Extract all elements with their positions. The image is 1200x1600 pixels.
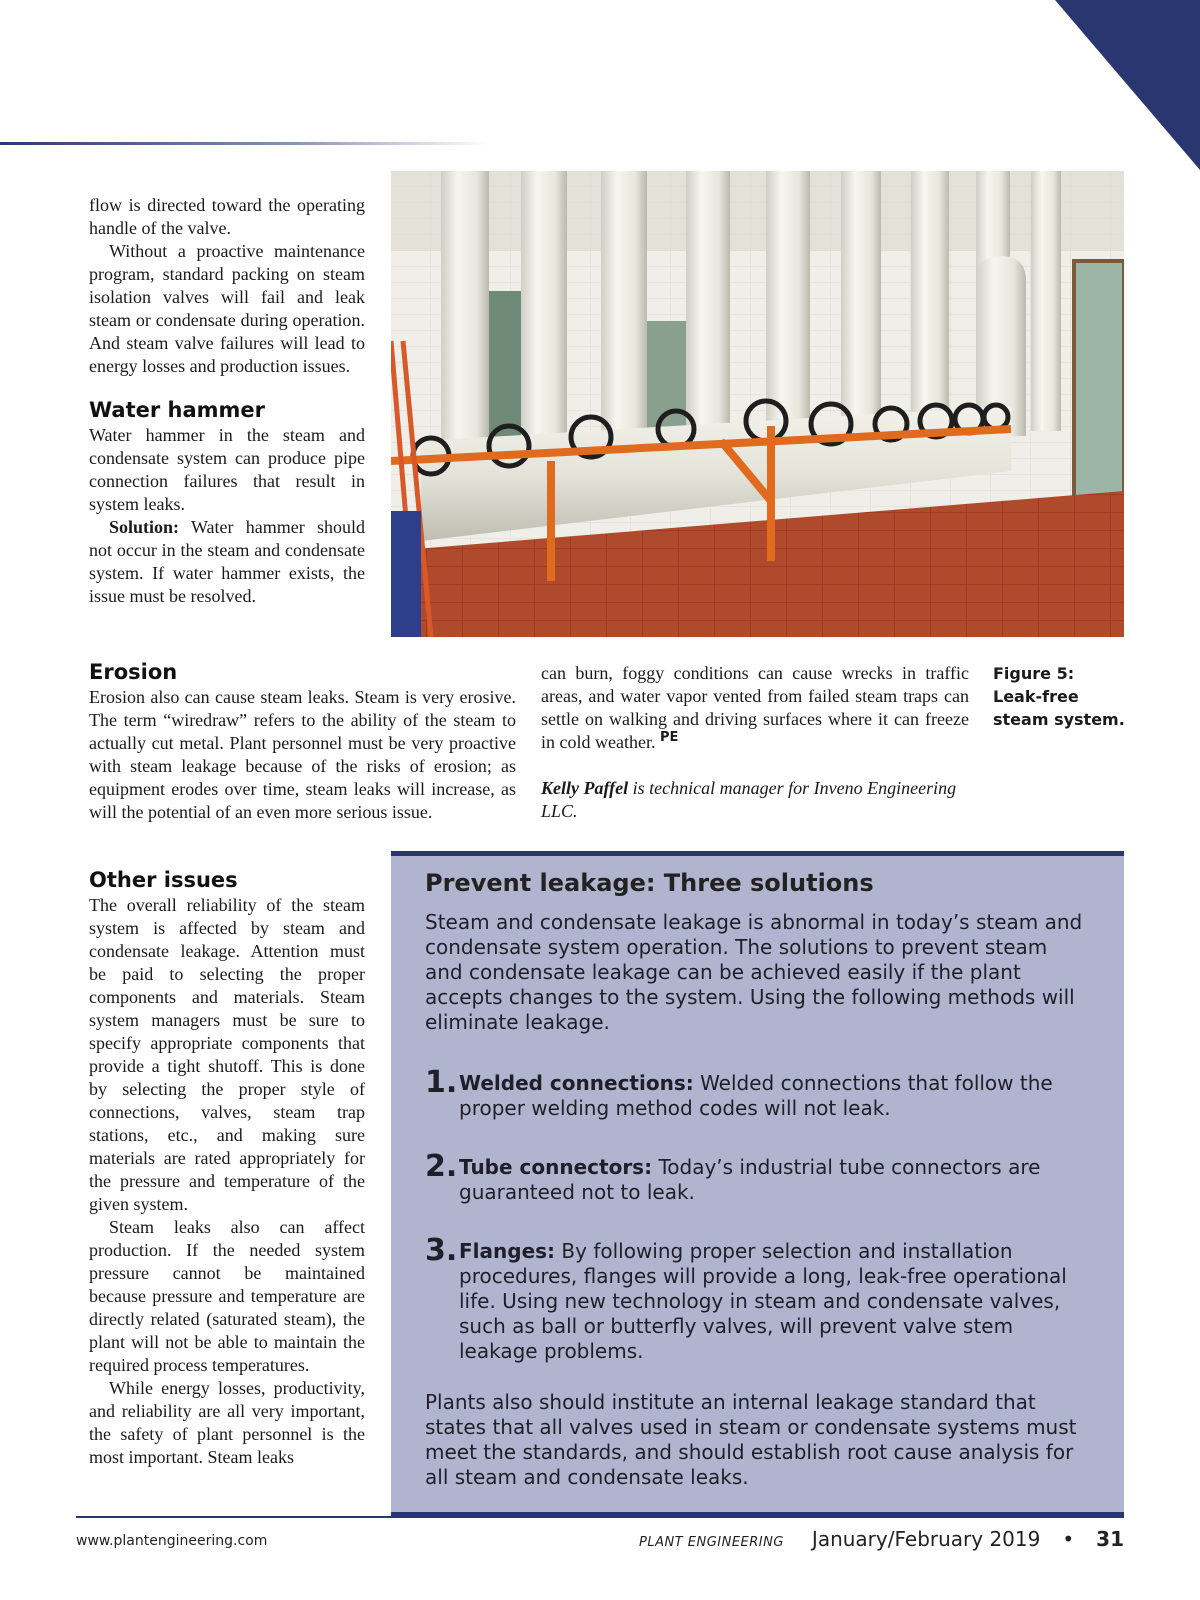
sidebar-content bbox=[425, 866, 1085, 1490]
paragraph bbox=[541, 662, 969, 754]
solution-text: Water hammer should not occur in the steam and condensate system. If water hammer exists, the issue must be resolved. bbox=[89, 517, 365, 606]
paragraph: Without a proactive maintenance program, standard packing on steam isolation valves will fail and leak steam or condensate during operation. And steam valve failures will lead to energy losses and production issues. bbox=[89, 241, 365, 376]
list-number: 1. bbox=[425, 1065, 458, 1100]
paragraph-text: can burn, foggy conditions can cause wrecks in traffic areas, and water vapor vented from failed steam traps can settle on walking and driving surfaces where it can freeze in cold weather. bbox=[541, 663, 969, 752]
caption-line: Figure 5: bbox=[993, 664, 1075, 683]
paragraph-solution bbox=[89, 516, 365, 608]
footer-rule bbox=[76, 1516, 1124, 1518]
column-middle bbox=[541, 662, 969, 823]
paragraph: The overall reliability of the steam system is affected by steam and condensate leakage. Attention must be paid to selecting the proper components and materials. Steam system managers must be sure to specify appropriate components that provide a tight shutoff. This is done by selecting the proper style of connections, valves, steam trap stations, etc., and making sure materials are rated appropriately for the pressure and temperature of the given system. bbox=[89, 895, 365, 1214]
end-mark-logo: PE bbox=[659, 730, 679, 745]
paragraph: Steam leaks also can affect production. If the needed system pressure cannot be maintained because pressure and temperature are directly related (saturated steam), the plant will not be able to maintain the required process temperatures. bbox=[89, 1217, 365, 1375]
sidebar-list-item bbox=[425, 1233, 1085, 1364]
author-bio bbox=[541, 777, 969, 823]
list-item-label: Flanges: bbox=[459, 1239, 556, 1263]
page-number: 31 bbox=[1096, 1527, 1124, 1551]
footer-publication: PLANT ENGINEERING bbox=[638, 1535, 784, 1550]
author-bio-text: is technical manager for Inveno Engineering LLC. bbox=[541, 778, 957, 821]
caption-line: steam system. bbox=[993, 710, 1125, 729]
list-item-label: Tube connectors: bbox=[459, 1155, 653, 1179]
sidebar-list-item bbox=[425, 1065, 1085, 1121]
list-number: 3. bbox=[425, 1233, 458, 1268]
paragraph: While energy losses, productivity, and reliability are all very important, the safety of plant personnel is the most important. Steam leaks bbox=[89, 1378, 365, 1467]
corner-triangle-decoration bbox=[1025, 0, 1200, 170]
sidebar-title: Prevent leakage: Three solutions bbox=[425, 869, 874, 897]
section-other-issues bbox=[89, 866, 365, 1469]
column-left-top bbox=[89, 194, 365, 608]
footer-date: January/February 2019 bbox=[811, 1527, 1041, 1551]
footer-bullet: • bbox=[1062, 1527, 1075, 1551]
header-rule bbox=[0, 142, 490, 145]
list-item-text: By following proper selection and installation procedures, flanges will provide a long, leak-free operational life. Using new technology in steam and condensate valves, such as ball or butterfly valves, will prevent valve stem leakage problems. bbox=[459, 1239, 1067, 1363]
sidebar-intro: Steam and condensate leakage is abnormal in today’s steam and condensate system operation. The solutions to prevent steam and condensate leakage can be achieved easily if the plant accepts changes to the system. Using the following methods will eliminate leakage. bbox=[425, 910, 1083, 1034]
solution-label: Solution: bbox=[109, 517, 180, 537]
figure-caption bbox=[993, 662, 1133, 731]
paragraph: Erosion also can cause steam leaks. Steam is very erosive. The term “wiredraw” refers to the ability of the steam to actually cut metal. Plant personnel must be very proactive with steam leakage because of the risks of erosion; as equipment erodes over time, steam leaks will increase, as will the potential of an even more serious issue. bbox=[89, 687, 516, 822]
sidebar-box bbox=[391, 851, 1124, 1517]
footer-url[interactable]: www.plantengineering.com bbox=[76, 1533, 268, 1549]
caption-line: Leak-free bbox=[993, 687, 1079, 706]
footer-folio bbox=[639, 1527, 1124, 1551]
list-number: 2. bbox=[425, 1149, 458, 1184]
heading-erosion: Erosion bbox=[89, 660, 178, 684]
list-item-label: Welded connections: bbox=[459, 1071, 694, 1095]
paragraph: Water hammer in the steam and condensate system can produce pipe connection failures that result in system leaks. bbox=[89, 425, 365, 514]
list-item-text: Welded connections that follow the proper welding method codes will not leak. bbox=[459, 1071, 1053, 1120]
sidebar-closing: Plants also should institute an internal leakage standard that states that all valves used in steam or condensate systems must meet the standards, and should establish root cause analysis for all steam and condensate leaks. bbox=[425, 1390, 1077, 1489]
heading-other-issues: Other issues bbox=[89, 868, 238, 892]
author-name: Kelly Paffel bbox=[541, 778, 629, 798]
list-item-text: Today’s industrial tube connectors are guaranteed not to leak. bbox=[459, 1155, 1041, 1204]
sidebar-list-item bbox=[425, 1149, 1085, 1205]
figure-5-photo bbox=[391, 171, 1124, 637]
section-erosion bbox=[89, 658, 516, 824]
heading-water-hammer: Water hammer bbox=[89, 398, 266, 422]
paragraph: flow is directed toward the operating handle of the valve. bbox=[89, 195, 365, 238]
